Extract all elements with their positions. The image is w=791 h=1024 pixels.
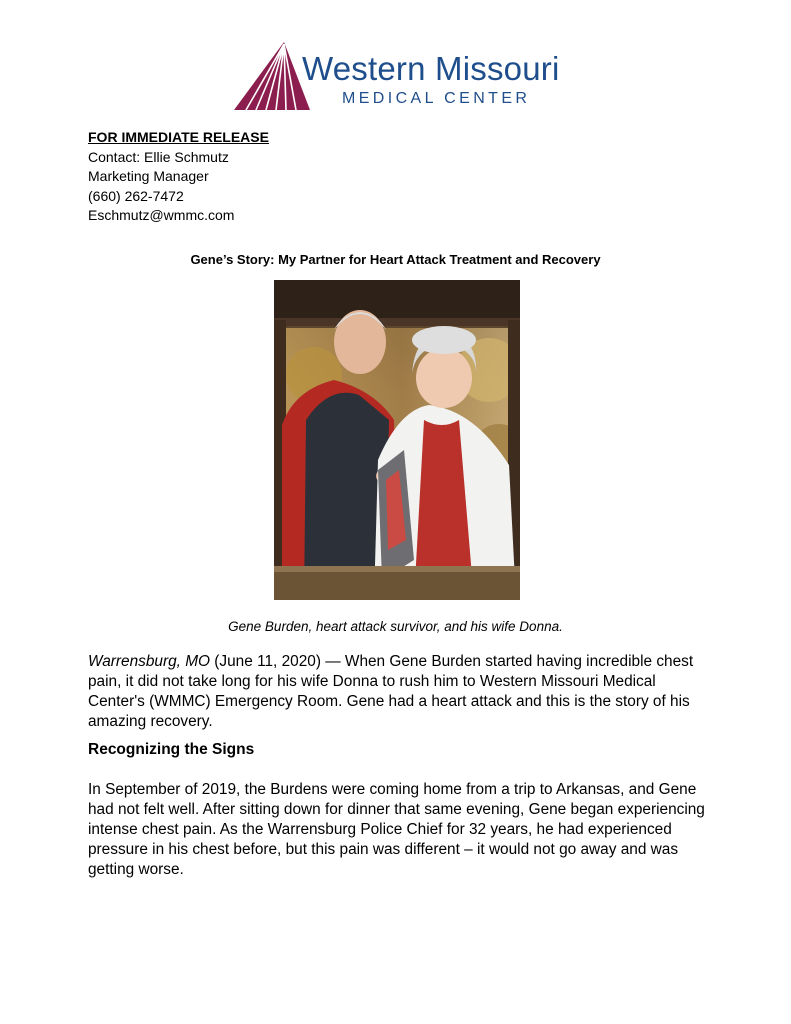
contact-name: Contact: Ellie Schmutz bbox=[88, 148, 229, 165]
couple-photo bbox=[274, 280, 520, 600]
photo-caption: Gene Burden, heart attack survivor, and his wife Donna. bbox=[228, 619, 563, 634]
contact-phone: (660) 262-7472 bbox=[88, 187, 184, 204]
contact-email: Eschmutz@wmmc.com bbox=[88, 207, 235, 223]
logo-name: Western Missouri bbox=[302, 50, 560, 87]
logo-subtitle: MEDICAL CENTER bbox=[342, 90, 531, 107]
release-title: FOR IMMEDIATE RELEASE bbox=[88, 129, 269, 145]
section-heading: Recognizing the Signs bbox=[88, 741, 255, 758]
contact-role: Marketing Manager bbox=[88, 168, 209, 184]
logo-triangle-icon bbox=[232, 40, 312, 112]
release-contact-block bbox=[88, 128, 269, 226]
dateline-place: Warrensburg, MO bbox=[88, 653, 211, 670]
wmmc-logo bbox=[232, 40, 567, 112]
intro-paragraph bbox=[88, 652, 708, 732]
section-paragraph: In September of 2019, the Burdens were coming home from a trip to Arkansas, and Gene had not felt well. After sitting down for dinner that same evening, Gene began experiencing intense chest pain. As the Warrensburg Police Chief for 32 years, he had experienced pressure in his chest before, but this pain was different – it would not go away and was getting worse. bbox=[88, 781, 705, 878]
article-headline: Gene’s Story: My Partner for Heart Attack Treatment and Recovery bbox=[190, 252, 601, 267]
intro-text: (June 11, 2020) — When Gene Burden started having incredible chest pain, it did not take long for his wife Donna to rush him to Western Missouri Medical Center's (WMMC) Emergency Room. Gene had a heart attack and this is the story of his amazing recovery. bbox=[88, 653, 694, 730]
